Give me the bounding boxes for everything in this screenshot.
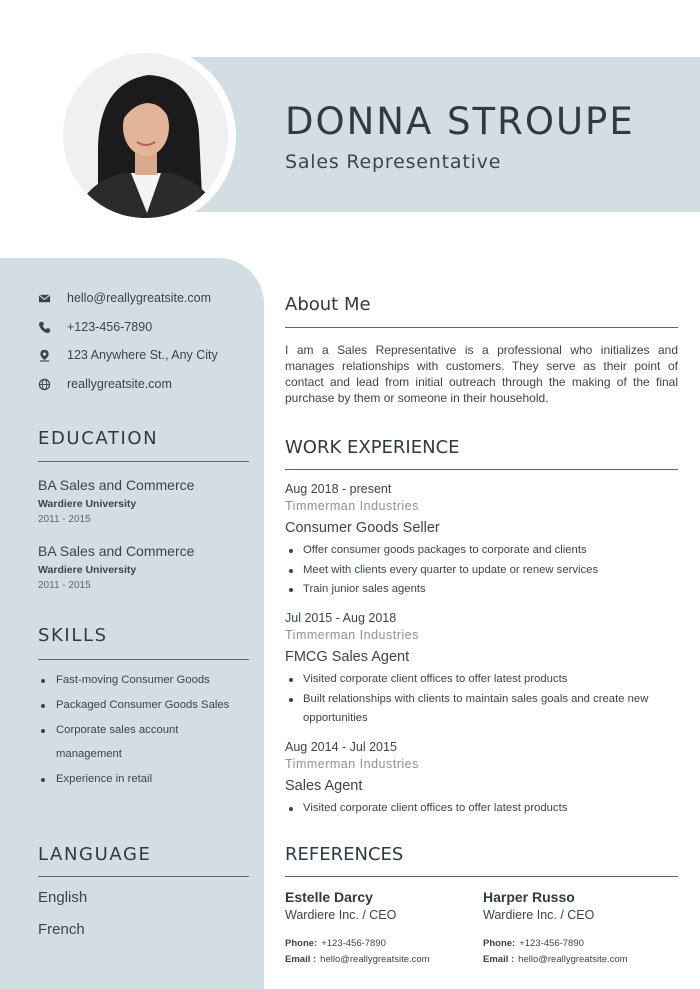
skill-item: Experience in retail: [38, 767, 243, 792]
job-duties: [285, 799, 680, 819]
contact-website[interactable]: [38, 377, 172, 391]
reference-email-value: hello@reallygreatsite.com: [518, 954, 628, 965]
job-dates: Aug 2014 - Jul 2015: [285, 740, 397, 754]
profile-photo: [63, 53, 228, 218]
language-item: French: [38, 921, 85, 938]
reference-name: Harper Russo: [483, 889, 575, 905]
reference-card: [285, 889, 475, 970]
job-duty: Built relationships with clients to maintain sales goals and create new opportunities: [285, 690, 680, 729]
job-company: Timmerman Industries: [285, 757, 419, 771]
education-degree: BA Sales and Commerce: [38, 543, 195, 559]
job-duty: Meet with clients every quarter to update or renew services: [285, 561, 680, 581]
phone-label: Phone:: [285, 938, 318, 949]
education-school: Wardiere University: [38, 564, 137, 576]
job-dates: Aug 2018 - present: [285, 482, 392, 496]
location-pin-icon: [38, 349, 51, 362]
job-duty: Visited corporate client offices to offer latest products: [285, 670, 680, 690]
portrait-illustration: [63, 53, 228, 218]
education-heading: EDUCATION: [38, 428, 159, 449]
skills-list: [38, 668, 243, 792]
reference-phone-value: +123-456-7890: [321, 938, 386, 949]
email-label: Email :: [483, 954, 515, 965]
education-degree: BA Sales and Commerce: [38, 477, 195, 493]
contact-phone-text: +123-456-7890: [67, 320, 153, 334]
job-duties: [285, 670, 680, 729]
candidate-name: DONNA STROUPE: [285, 100, 635, 143]
reference-phone[interactable]: [285, 938, 475, 954]
globe-icon: [38, 378, 51, 391]
job-entry: [285, 611, 680, 729]
job-entry: [285, 482, 680, 600]
reference-card: [483, 889, 673, 970]
reference-email[interactable]: [285, 954, 475, 970]
envelope-icon: [38, 292, 51, 305]
reference-phone[interactable]: [483, 938, 673, 954]
work-divider: [285, 469, 678, 470]
about-heading: About Me: [285, 294, 371, 315]
about-divider: [285, 327, 678, 328]
job-title: FMCG Sales Agent: [285, 649, 410, 665]
contact-address: [38, 348, 218, 362]
language-divider: [38, 876, 249, 877]
contact-address-text: 123 Anywhere St., Any City: [67, 348, 218, 362]
contact-phone[interactable]: [38, 320, 152, 334]
contact-email[interactable]: [38, 291, 211, 305]
job-company: Timmerman Industries: [285, 499, 419, 513]
reference-email[interactable]: [483, 954, 673, 970]
reference-company: Wardiere Inc. / CEO: [285, 908, 397, 922]
email-label: Email :: [285, 954, 317, 965]
phone-label: Phone:: [483, 938, 516, 949]
reference-company: Wardiere Inc. / CEO: [483, 908, 595, 922]
contact-website-text: reallygreatsite.com: [67, 377, 172, 391]
job-title: Sales Agent: [285, 778, 363, 794]
work-heading: WORK EXPERIENCE: [285, 437, 460, 458]
sidebar: [0, 258, 264, 989]
job-company: Timmerman Industries: [285, 628, 419, 642]
phone-icon: [38, 321, 51, 334]
language-heading: LANGUAGE: [38, 844, 152, 865]
references-heading: REFERENCES: [285, 844, 404, 865]
about-text: I am a Sales Representative is a professional who initializes and manages relationships with customers. They serve as their point of contact and lead from initial outreach through the making of the final purchase by them or someone in their household.: [285, 343, 678, 405]
references-divider: [285, 876, 678, 877]
reference-name: Estelle Darcy: [285, 889, 373, 905]
reference-email-value: hello@reallygreatsite.com: [320, 954, 430, 965]
candidate-role: Sales Representative: [285, 151, 502, 173]
job-dates: Jul 2015 - Aug 2018: [285, 611, 397, 625]
job-duty: Visited corporate client offices to offer latest products: [285, 799, 680, 819]
reference-phone-value: +123-456-7890: [519, 938, 584, 949]
skills-heading: SKILLS: [38, 625, 108, 646]
job-title: Consumer Goods Seller: [285, 520, 440, 536]
contact-email-text: hello@reallygreatsite.com: [67, 291, 212, 305]
education-divider: [38, 461, 249, 462]
language-item: English: [38, 889, 88, 906]
education-school: Wardiere University: [38, 498, 137, 510]
skills-divider: [38, 659, 249, 660]
job-entry: [285, 740, 680, 819]
skill-item: Packaged Consumer Goods Sales: [38, 693, 243, 718]
job-duty: Offer consumer goods packages to corporate and clients: [285, 541, 680, 561]
job-duty: Train junior sales agents: [285, 580, 680, 600]
skill-item: Corporate sales account management: [38, 718, 243, 768]
education-years: 2011 - 2015: [38, 580, 91, 591]
job-duties: [285, 541, 680, 600]
education-years: 2011 - 2015: [38, 514, 91, 525]
skill-item: Fast-moving Consumer Goods: [38, 668, 243, 693]
